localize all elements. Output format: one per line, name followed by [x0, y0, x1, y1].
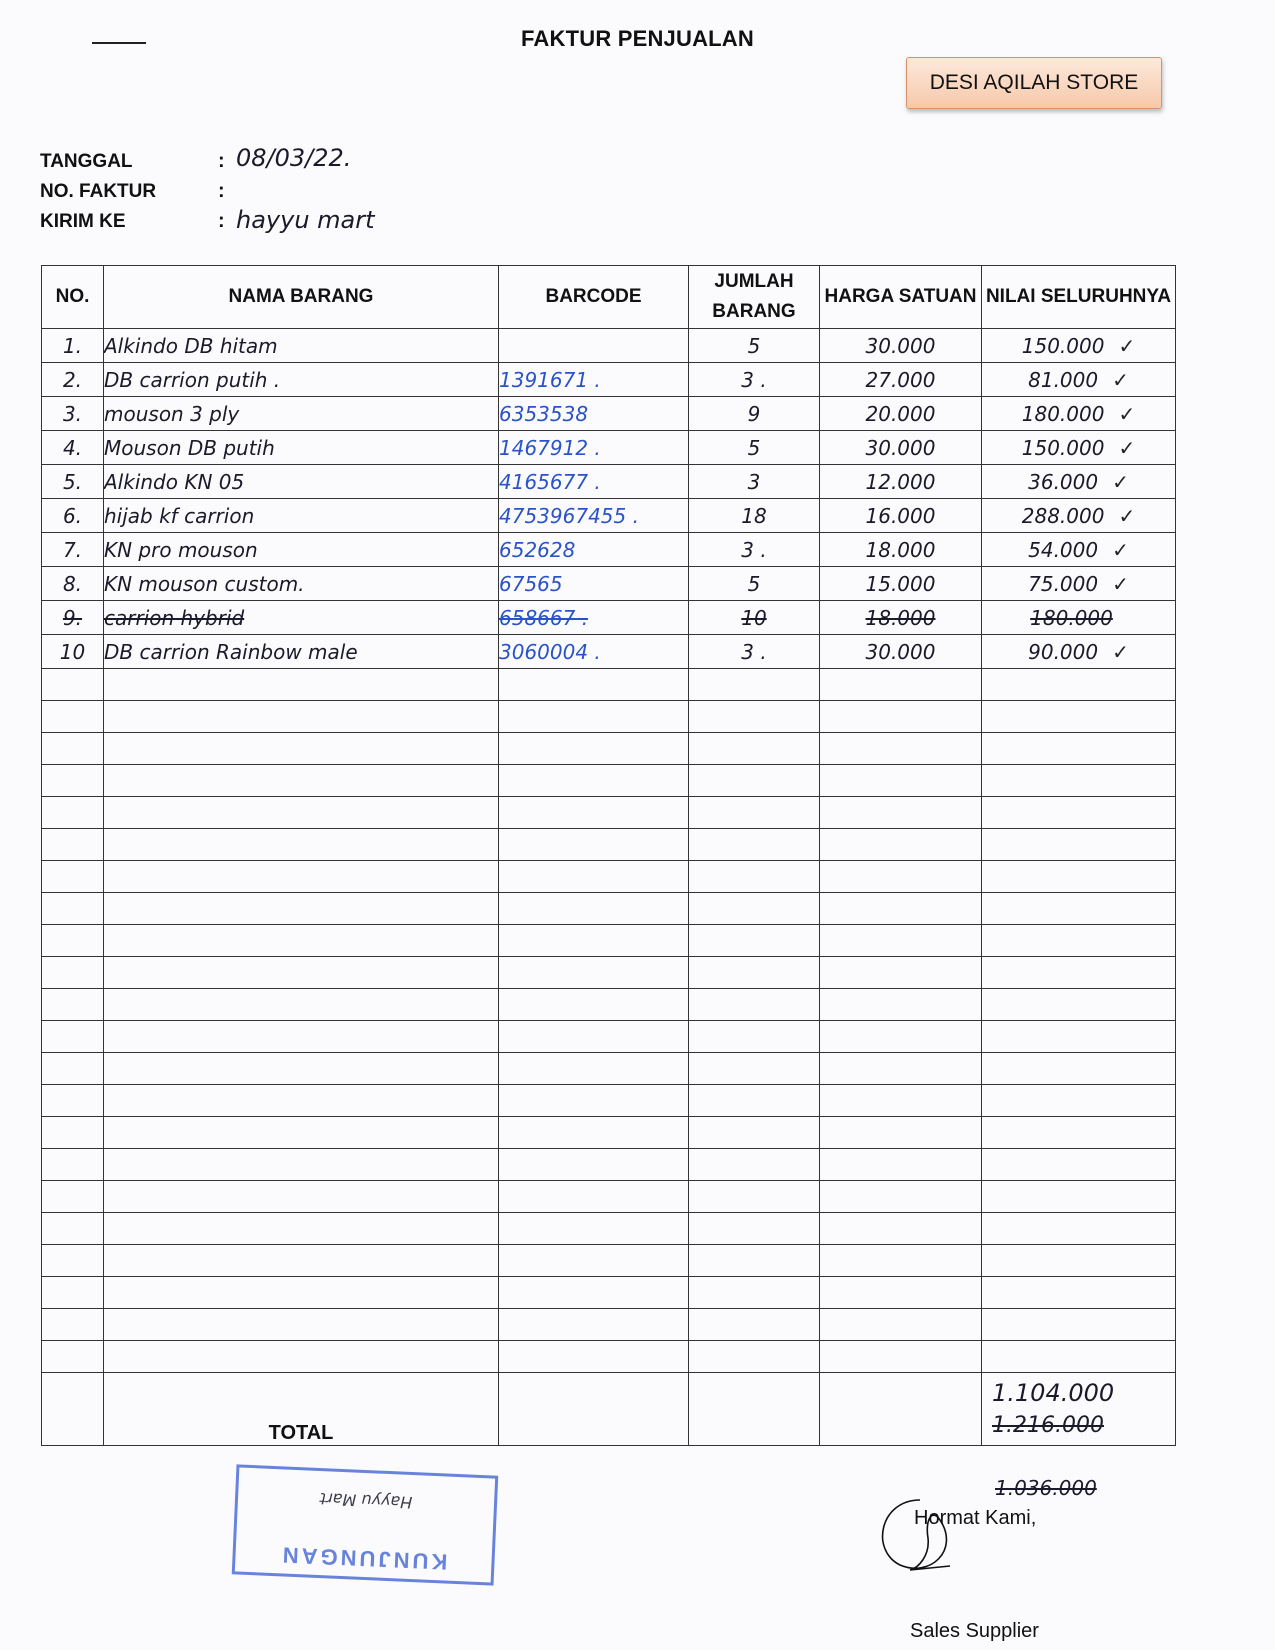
total-struck-value-2: 1.036.000	[995, 1476, 1097, 1500]
check-mark-icon: ✓	[1112, 469, 1129, 494]
row-total-value: 288.000	[1021, 503, 1105, 528]
row-unit-price: 16.000	[865, 503, 936, 528]
row-total-value: 54.000	[1028, 537, 1099, 562]
stamp-signature-text: Hayyu Mart	[319, 1489, 413, 1513]
row-total-value: 90.000	[1028, 639, 1099, 664]
check-mark-icon: ✓	[1118, 435, 1136, 460]
row-barcode: 4753967455 .	[499, 503, 639, 528]
row-barcode: 3060004 .	[499, 639, 601, 664]
row-item-name: hijab kf carrion	[104, 503, 255, 528]
col-header-harga-satuan: HARGA SATUAN	[820, 266, 982, 329]
row-quantity: 3 .	[741, 639, 767, 664]
row-no: 4.	[62, 435, 83, 460]
row-no: 1.	[62, 333, 83, 358]
blank-row	[42, 701, 1176, 733]
row-total-value: 180.000	[1030, 605, 1113, 630]
row-no: 6.	[62, 503, 83, 528]
row-unit-price: 30.000	[865, 639, 936, 664]
store-name-box: DESI AQILAH STORE	[906, 57, 1162, 109]
check-mark-icon: ✓	[1118, 503, 1136, 528]
row-quantity: 9	[747, 401, 761, 426]
row-total-value: 150.000	[1021, 435, 1105, 460]
row-quantity: 3 .	[741, 537, 767, 562]
row-item-name: DB carrion putih .	[104, 367, 281, 392]
blank-row	[42, 925, 1176, 957]
row-total-value: 81.000	[1028, 367, 1099, 392]
row-unit-price: 30.000	[865, 333, 936, 358]
col-header-no: NO.	[42, 266, 104, 329]
row-barcode: 652628	[499, 537, 576, 562]
signature-scribble	[870, 1490, 980, 1580]
row-total-value: 36.000	[1028, 469, 1099, 494]
check-mark-icon: ✓	[1112, 571, 1129, 596]
table-row	[42, 499, 1176, 533]
row-barcode: 658667 .	[499, 605, 589, 630]
row-item-name: carrion hybrid	[104, 605, 245, 630]
blank-row	[42, 1117, 1176, 1149]
blank-row	[42, 1085, 1176, 1117]
blank-row	[42, 669, 1176, 701]
table-row	[42, 635, 1176, 669]
row-no: 3.	[62, 401, 83, 426]
row-item-name: Alkindo KN 05	[104, 469, 245, 494]
row-unit-price: 18.000	[865, 605, 936, 630]
row-quantity: 5	[747, 435, 761, 460]
row-no: 7.	[62, 537, 83, 562]
row-no: 9.	[62, 605, 83, 630]
row-no: 10	[59, 639, 86, 664]
blank-row	[42, 893, 1176, 925]
tanggal-colon: :	[218, 150, 225, 172]
table-row	[42, 431, 1176, 465]
row-quantity: 3 .	[741, 367, 767, 392]
blank-row	[42, 861, 1176, 893]
blank-row	[42, 829, 1176, 861]
row-quantity: 5	[747, 333, 761, 358]
row-total-value: 180.000	[1021, 401, 1105, 426]
row-quantity: 3	[747, 469, 761, 494]
check-mark-icon: ✓	[1112, 639, 1129, 664]
document-title: FAKTUR PENJUALAN	[521, 26, 754, 51]
blank-row	[42, 1245, 1176, 1277]
blank-row	[42, 989, 1176, 1021]
check-mark-icon: ✓	[1118, 333, 1136, 358]
blank-row	[42, 1149, 1176, 1181]
row-item-name: Mouson DB putih	[104, 435, 275, 460]
row-total-value: 150.000	[1021, 333, 1105, 358]
kirim-label: KIRIM KE	[40, 211, 126, 232]
row-unit-price: 20.000	[865, 401, 936, 426]
faktur-colon: :	[218, 180, 225, 202]
blank-row	[42, 765, 1176, 797]
row-unit-price: 15.000	[865, 571, 936, 596]
blank-row	[42, 1213, 1176, 1245]
row-barcode: 67565	[499, 571, 563, 596]
kirim-value: hayyu mart	[236, 206, 375, 234]
stamp-text: KUNJUNGAN	[279, 1542, 448, 1575]
table-header	[42, 266, 1176, 329]
row-unit-price: 12.000	[865, 469, 936, 494]
blank-row	[42, 797, 1176, 829]
row-barcode: 1467912 .	[499, 435, 601, 460]
kunjungan-stamp	[232, 1464, 499, 1585]
col-header-jumlah-barang: JUMLAH BARANG	[689, 266, 820, 329]
table-row	[42, 397, 1176, 431]
kirim-colon: :	[218, 210, 225, 232]
faktur-label: NO. FAKTUR	[40, 181, 157, 202]
table-row	[42, 329, 1176, 363]
sales-supplier: Sales Supplier	[910, 1620, 1039, 1642]
blank-row	[42, 733, 1176, 765]
blank-row	[42, 957, 1176, 989]
table-row	[42, 363, 1176, 397]
table-row	[42, 567, 1176, 601]
table-row	[42, 533, 1176, 567]
row-barcode: 1391671 .	[499, 367, 601, 392]
tanggal-value: 08/03/22.	[236, 144, 352, 172]
tanggal-label: TANGGAL	[40, 151, 133, 172]
row-no: 5.	[62, 469, 83, 494]
check-mark-icon: ✓	[1118, 401, 1136, 426]
row-total-value: 75.000	[1028, 571, 1099, 596]
col-header-nilai-seluruhnya: NILAI SELURUHNYA	[982, 266, 1176, 329]
row-item-name: KN pro mouson	[104, 537, 258, 562]
row-no: 2.	[62, 367, 83, 392]
table-row	[42, 601, 1176, 635]
row-item-name: Alkindo DB hitam	[104, 333, 278, 358]
row-unit-price: 27.000	[865, 367, 936, 392]
row-quantity: 18	[741, 503, 767, 528]
hormat-kami: Hormat Kami,	[914, 1507, 1037, 1529]
col-header-nama-barang: NAMA BARANG	[104, 266, 499, 329]
row-no: 8.	[62, 571, 83, 596]
blank-row	[42, 1021, 1176, 1053]
total-row	[42, 1373, 1176, 1446]
blank-row	[42, 1053, 1176, 1085]
blank-row	[42, 1181, 1176, 1213]
total-label: TOTAL	[104, 1373, 499, 1446]
blank-row	[42, 1277, 1176, 1309]
row-item-name: DB carrion Rainbow male	[104, 639, 358, 664]
check-mark-icon: ✓	[1112, 367, 1129, 392]
table-row	[42, 465, 1176, 499]
row-quantity: 10	[741, 605, 767, 630]
invoice-table	[41, 265, 1176, 1446]
total-value: 1.104.000	[992, 1379, 1115, 1407]
col-header-barcode: BARCODE	[499, 266, 689, 329]
blank-row	[42, 1309, 1176, 1341]
blank-row	[42, 1341, 1176, 1373]
row-unit-price: 30.000	[865, 435, 936, 460]
row-barcode: 6353538	[499, 401, 589, 426]
row-item-name: mouson 3 ply	[104, 401, 240, 426]
total-struck-value-1: 1.216.000	[992, 1413, 1104, 1438]
check-mark-icon: ✓	[1112, 537, 1129, 562]
row-unit-price: 18.000	[865, 537, 936, 562]
row-barcode: 4165677 .	[499, 469, 601, 494]
row-item-name: KN mouson custom.	[104, 571, 305, 596]
row-quantity: 5	[747, 571, 761, 596]
